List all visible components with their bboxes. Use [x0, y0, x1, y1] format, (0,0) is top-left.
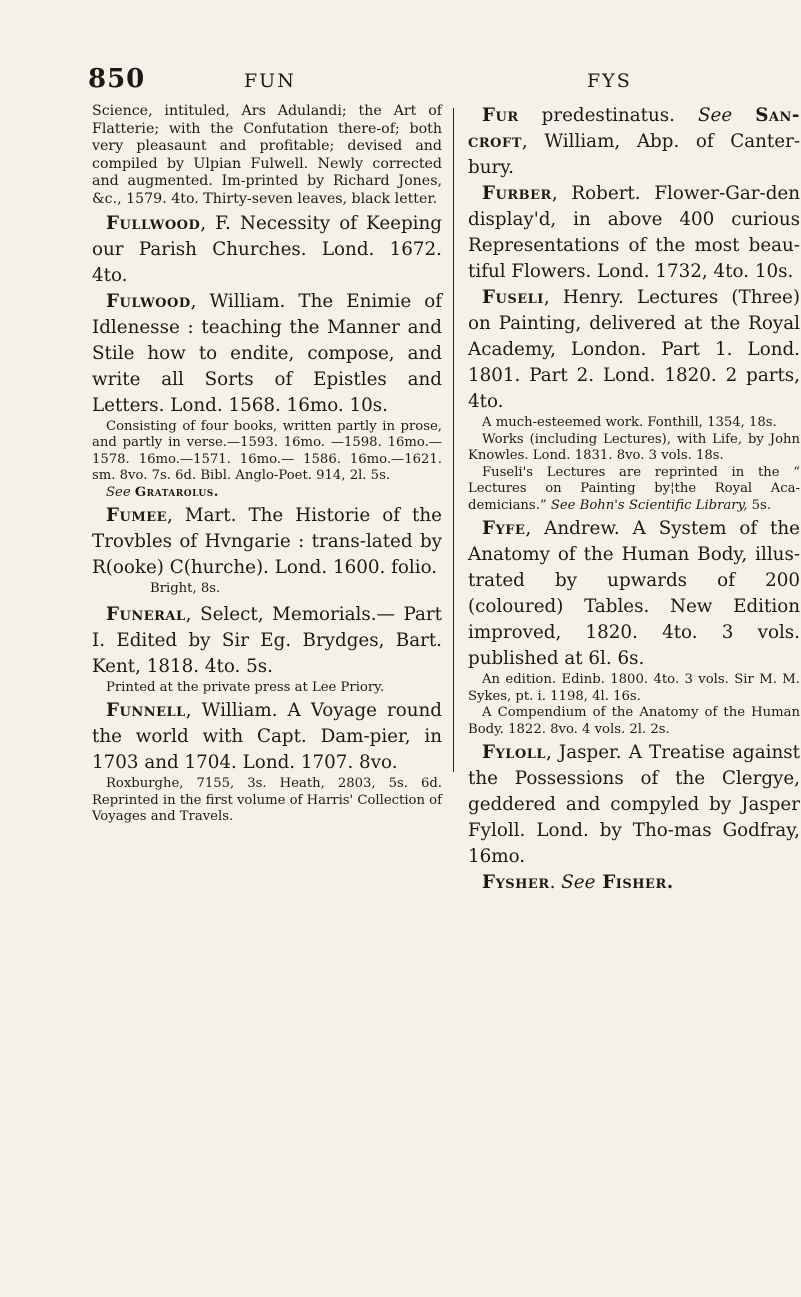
entry-fyloll: Fyloll, Jasper. A Treatise against the Possessions of the Clergye, geddered and compyled by Jasper Fyloll. Lond. by Tho-mas Godfray, 16mo.	[468, 742, 800, 867]
entry-note: Fuseli's Lectures are reprinted in the “ Lectures on Painting by¦the Royal Aca-demicians.” See Bohn's Scientific Library, 5s.	[468, 464, 800, 513]
entry-heading: Fur	[482, 105, 519, 126]
entry-heading: Fullwood	[106, 212, 201, 234]
entry-heading: Fuseli	[482, 287, 544, 308]
entry-heading: Furber	[482, 183, 552, 204]
entry-fulwood: Fulwood, William. The Enimie of Idlenesse : teaching the Manner and Stile how to endite, compose, and write all Sorts of Epistles and Letters. Lond. 1568. 16mo. 10s.	[92, 290, 442, 416]
entry-fyfe: Fyfe, Andrew. A System of the Anatomy of the Human Body, illus-trated by upwards of 200 (coloured) Tables. New Edition improved, 1820. 4to. 3 vols. published at 6l. 6s.	[468, 518, 800, 669]
entry-fuseli: Fuseli, Henry. Lectures (Three) on Painting, delivered at the Royal Academy, London. Part 1. Lond. 1801. Part 2. Lond. 1820. 2 parts, 4to.	[468, 287, 800, 412]
entry-heading: Fulwood	[106, 290, 191, 312]
right-column	[468, 103, 800, 896]
entry-note: Printed at the private press at Lee Priory.	[106, 679, 385, 695]
entry-furber: Furber, Robert. Flower-Gar-den display'd, in above 400 curious Representations of the most beau-tiful Flowers. Lond. 1732, 4to. 10s.	[468, 183, 800, 282]
entry-funeral: Funeral, Select, Memorials.— Part I. Edited by Sir Eg. Brydges, Bart. Kent, 1818. 4to. 5s.	[92, 603, 442, 677]
entry-fysher: Fysher. See Fisher.	[482, 872, 674, 893]
entry-note: Consisting of four books, written partly in prose, and partly in verse.—1593. 16mo. —1598. 16mo.—1578. 16mo.—1571. 16mo.— 1586. 16mo.—1621. sm. 8vo. 7s. 6d. Bibl. Anglo-Poet. 914, 2l. 5s.	[92, 418, 442, 484]
entry-fumee: Fumee, Mart. The Historie of the Trovbles of Hvngarie : trans-lated by R(ooke) C(hurche). Lond. 1600. folio.	[92, 505, 442, 579]
entry-heading: Funeral	[106, 603, 186, 625]
entry-heading: Fyfe	[482, 518, 526, 539]
entry-note: An edition. Edinb. 1800. 4to. 3 vols. Sir M. M. Sykes, pt. i. 1198, 4l. 16s.	[468, 672, 800, 704]
entry-heading: Funnell	[106, 700, 186, 722]
running-head-left: FUN	[244, 70, 296, 92]
entry-note: A Compendium of the Anatomy of the Human Body. 1822. 8vo. 4 vols. 2l. 2s.	[468, 705, 800, 737]
running-head-right: FYS	[587, 70, 632, 92]
column-divider	[453, 108, 454, 772]
entry-price: Bright, 8s.	[150, 581, 221, 597]
entry-note: Roxburghe, 7155, 3s. Heath, 2803, 5s. 6d. Reprinted in the first volume of Harris' Collection of Voyages and Travels.	[92, 776, 442, 825]
left-column	[92, 103, 442, 826]
entry-fullwood: Fullwood, F. Necessity of Keeping our Parish Churches. Lond. 1672. 4to.	[92, 212, 442, 286]
cross-reference: See Gratarolus.	[106, 484, 219, 500]
page-number: 850	[88, 64, 146, 94]
entry-note: A much-esteemed work. Fonthill, 1354, 18s.	[482, 415, 777, 430]
entry-heading: Fyloll	[482, 742, 547, 763]
entry-heading: Fumee	[106, 505, 168, 527]
entry-heading: Fysher	[482, 872, 550, 893]
entry-continuation: Science, intituled, Ars Adulandi; the Art of Flatterie; with the Confutation there-of; both very pleasaunt and profitable; devised and compiled by Ulpian Fulwell. Newly corrected and augmented. Im-printed by Richard Jones, &c., 1579. 4to. Thirty-seven leaves, black letter.	[92, 103, 442, 207]
entry-funnell: Funnell, William. A Voyage round the world with Capt. Dam-pier, in 1703 and 1704. Lond. 1707. 8vo.	[92, 700, 442, 774]
entry-fur: Fur predestinatus. See San-croft, William, Abp. of Canter-bury.	[468, 105, 800, 178]
entry-note: Works (including Lectures), with Life, by John Knowles. Lond. 1831. 8vo. 3 vols. 18s.	[468, 431, 800, 463]
